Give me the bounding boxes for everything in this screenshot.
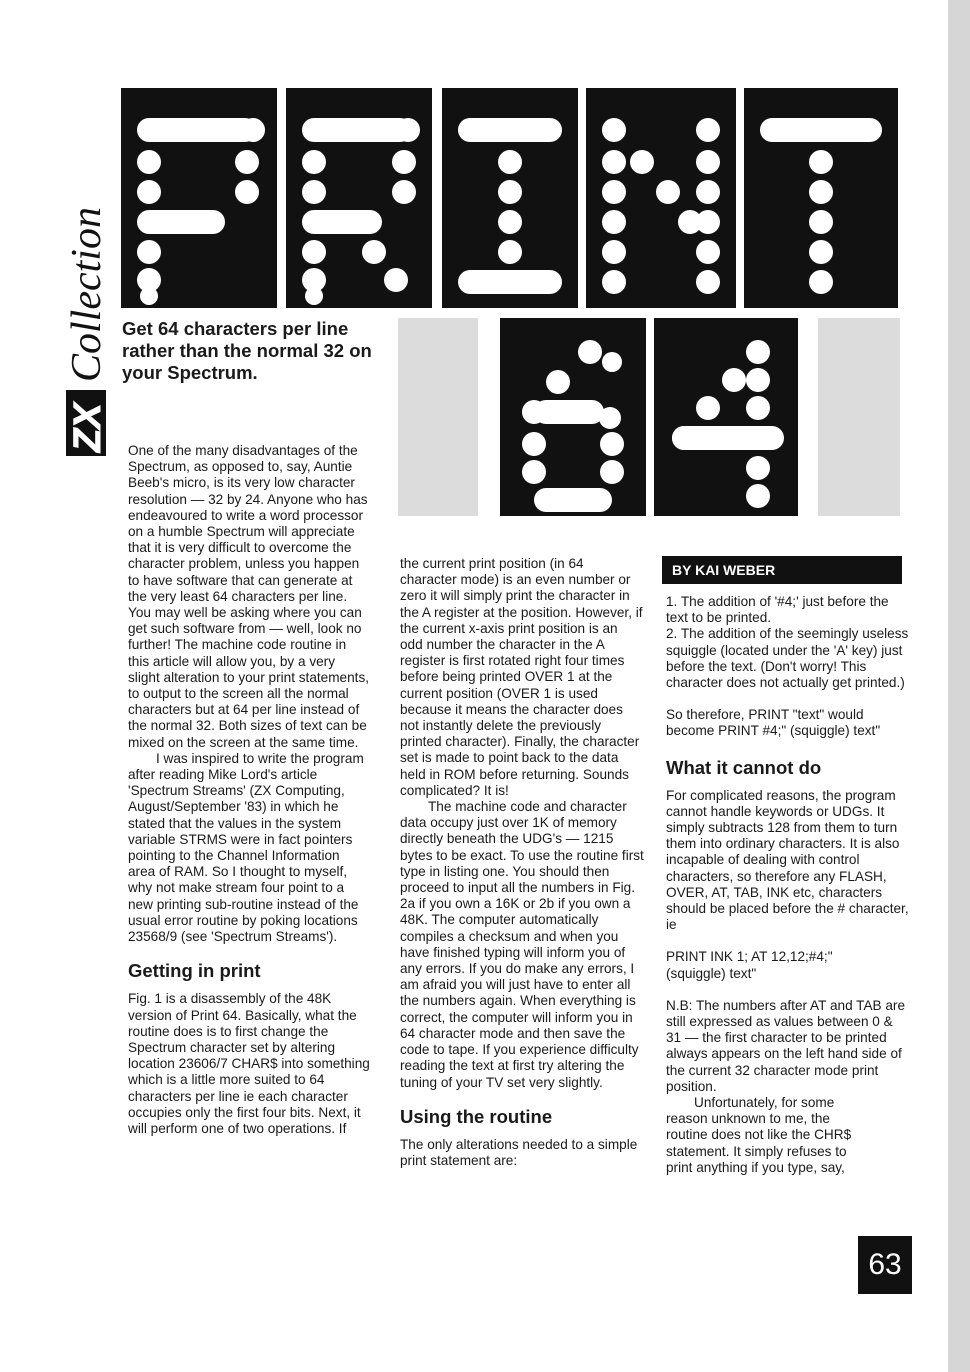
title-ghost-tile-left xyxy=(398,318,478,516)
page-edge xyxy=(948,0,970,1372)
column-1-paragraph-3: Fig. 1 is a disassembly of the 48K version of Print 64. Basically, what the routine does is to first change the Spectrum character set by altering location 23606/7 CHAR$ into something which is a little more suited to 64 characters per line ie each character occupies only the first four bits. Next, it will perform one of two operations. If xyxy=(128,991,370,1136)
column-3-paragraph-1: So therefore, PRINT "text" would become PRINT #4;" (squiggle) text" xyxy=(666,707,881,739)
code-example: PRINT INK 1; AT 12,12;#4;"(squiggle) text" xyxy=(666,949,833,981)
title-digit-4 xyxy=(654,318,798,516)
column-2-paragraph-2: The machine code and character data occupy just over 1K of memory directly beneath the UDG's — 1215 bytes to be exact. To use the routine first type in listing one. You should then proceed to input all the numbers in Fig. 2a if you own a 16K or 2b if you own a 48K. The computer automatically compiles a checksum and when you have finished typing will inform you of any errors. If you do make any errors, I am afraid you will just have to enter all the numbers again. When everything is correct, the computer will inform you in 64 character mode and then save the code to tape. If you experience difficulty reading the text at first try altering the tuning of your TV set very slightly. xyxy=(400,799,644,1090)
title-letter-t xyxy=(744,88,898,308)
title-letter-n xyxy=(586,88,736,308)
column-3-paragraph-4: Unfortunately, for some reason unknown to me, the routine does not like the CHR$ statement. It simply refuses to print anything if you type, say, xyxy=(666,1095,852,1175)
title-letter-p xyxy=(121,88,277,308)
column-2-paragraph-3: The only alterations needed to a simple print statement are: xyxy=(400,1136,638,1168)
article-column-2 xyxy=(400,556,644,1169)
byline: BY KAI WEBER xyxy=(662,556,902,584)
title-digit-6 xyxy=(500,318,646,516)
zx-collection-masthead xyxy=(58,78,118,458)
column-1-paragraph-2: I was inspired to write the program after reading Mike Lord's article 'Spectrum Streams' (ZX Computing, August/September '83) in which he stated that the values in the system variable STRMS were in fact pointers pointing to the Channel Information area of RAM. So I thought to myself, why not make stream four point to a new printing sub-routine instead of the usual error routine by poking locations 23568/9 (see 'Spectrum Streams'). xyxy=(128,750,364,945)
title-letter-i xyxy=(442,88,578,308)
title-ghost-tile-right xyxy=(818,318,900,516)
list-item-1: 1. The addition of '#4;' just before the text to be printed. xyxy=(666,594,889,626)
heading-using-the-routine: Using the routine xyxy=(400,1105,553,1127)
title-letter-r xyxy=(286,88,432,308)
list-item-2: 2. The addition of the seemingly useless squiggle (located under the 'A' key) just before the text. (Don't worry! This character does not actually get printed.) xyxy=(666,626,909,691)
page-number: 63 xyxy=(858,1236,912,1294)
article-column-3 xyxy=(666,594,910,1176)
column-2-paragraph-1: the current print position (in 64 character mode) is an even number or zero it will simply print the character in the A register at the position. However, if the current x-axis print position is an odd number the character in the A register is first rotated right four times before being printed OVER 1 at the current position (OVER 1 is used because it means the character does not instantly delete the previously printed character). Finally, the character set is made to point back to the data held in ROM before returning. Sounds complicated? It is! xyxy=(400,556,643,798)
article-column-1 xyxy=(128,443,370,1137)
heading-getting-in-print: Getting in print xyxy=(128,960,261,982)
column-1-paragraph-1: One of the many disadvantages of the Spectrum, as opposed to, say, Auntie Beeb's micro, is its very low character resolution — 32 by 24. Anyone who has endeavoured to write a word processor on a humble Spectrum will appreciate that it is very difficult to overcome the character problem, unless you happen to have software that can generate at the very least 64 characters per line. You may well be asking where you can get such software from — well, look no further! The machine code routine in this article will allow you, by a very slight alteration to your print statements, to output to the screen all the normal characters but at 64 per line instead of the normal 32. Both sizes of text can be mixed on the screen at the same time. xyxy=(128,443,370,750)
column-3-paragraph-3: N.B: The numbers after AT and TAB are still expressed as values between 0 & 31 — the first character to be printed always appears on the left hand side of the current 32 character mode print position. xyxy=(666,997,906,1094)
section-name: Collection xyxy=(64,207,110,382)
column-3-paragraph-2: For complicated reasons, the program cannot handle keywords or UDGs. It simply subtracts 128 from them to turn them into ordinary characters. It is also incapable of dealing with control characters, so therefore any FLASH, OVER, AT, TAB, INK etc, characters should be placed before the # character, ie xyxy=(666,787,909,933)
heading-what-it-cannot-do: What it cannot do xyxy=(666,756,822,778)
brand-logo: ZX xyxy=(67,403,109,452)
article-deck: Get 64 characters per line rather than the normal 32 on your Spectrum. xyxy=(122,318,372,383)
